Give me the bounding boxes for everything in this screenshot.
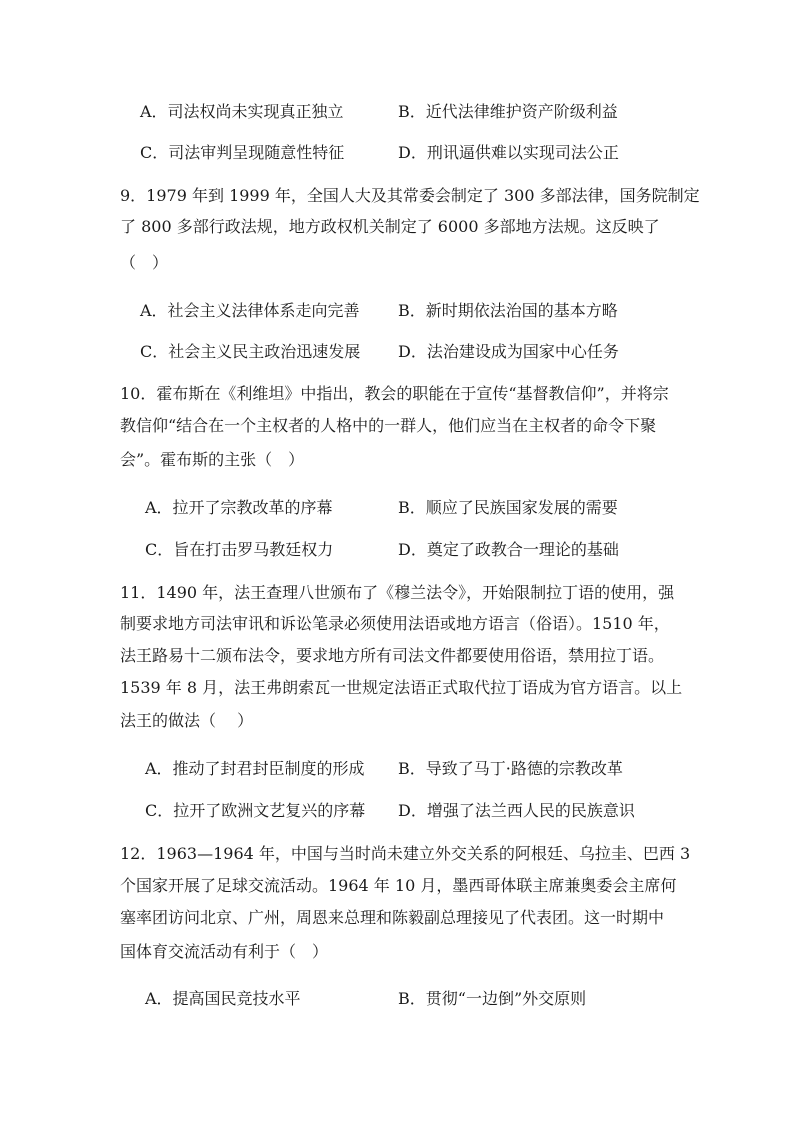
q12-options-row-1 xyxy=(0,986,794,1012)
q8-option-b[interactable]: B．近代法律维护资产阶级利益 xyxy=(398,102,618,121)
q9-stem-line-2: 了 800 多部行政法规，地方政权机关制定了 6000 多部地方法规。这反映了 xyxy=(120,217,660,236)
q11-stem-line-3: 法王路易十二颁布法令，要求地方所有司法文件都要使用俗语，禁用拉丁语。 xyxy=(120,646,665,665)
q12-stem-line-1: 12．1963—1964 年，中国与当时尚未建立外交关系的阿根廷、乌拉圭、巴西 3 xyxy=(120,844,691,863)
q10-options-row-2 xyxy=(0,537,794,563)
q8-option-d[interactable]: D．刑讯逼供难以实现司法公正 xyxy=(398,143,619,162)
q11-stem-line-4: 1539 年 8 月，法王弗朗索瓦一世规定法语正式取代拉丁语成为官方语言。以上 xyxy=(120,678,683,697)
q9-stem-line-3: （ ） xyxy=(120,253,169,272)
q11-stem-line-1: 11．1490 年，法王查理八世颁布了《穆兰法令》，开始限制拉丁语的使用，强 xyxy=(120,583,675,602)
q12-option-b[interactable]: B．贯彻“一边倒”外交原则 xyxy=(398,989,587,1008)
q12-stem-line-2: 个国家开展了足球交流活动。1964 年 10 月，墨西哥体联主席兼奥委会主席何 xyxy=(120,876,677,895)
q10-option-c[interactable]: C．旨在打击罗马教廷权力 xyxy=(145,540,334,559)
q11-option-a[interactable]: A．推动了封君封臣制度的形成 xyxy=(145,759,365,778)
q8-options-row-1 xyxy=(0,99,794,125)
q12-stem-line-3: 塞率团访问北京、广州，周恩来总理和陈毅副总理接见了代表团。这一时期中 xyxy=(120,908,665,927)
q12-option-a[interactable]: A．提高国民竞技水平 xyxy=(145,989,301,1008)
q9-options-row-1 xyxy=(0,298,794,324)
q11-option-b[interactable]: B．导致了马丁·路德的宗教改革 xyxy=(398,759,623,778)
q10-stem-line-1: 10．霍布斯在《利维坦》中指出，教会的职能在于宣传“基督教信仰”，并将宗 xyxy=(120,384,669,403)
q10-option-b[interactable]: B．顺应了民族国家发展的需要 xyxy=(398,498,618,517)
q8-option-a[interactable]: A．司法权尚未实现真正独立 xyxy=(140,102,344,121)
q10-options-row-1 xyxy=(0,495,794,521)
q9-option-b[interactable]: B．新时期依法治国的基本方略 xyxy=(398,301,618,320)
q8-option-c[interactable]: C．司法审判呈现随意性特征 xyxy=(140,143,345,162)
q11-option-c[interactable]: C．拉开了欧洲文艺复兴的序幕 xyxy=(145,801,366,820)
q9-option-a[interactable]: A．社会主义法律体系走向完善 xyxy=(140,301,360,320)
q11-options-row-2 xyxy=(0,798,794,824)
q9-option-c[interactable]: C．社会主义民主政治迅速发展 xyxy=(140,342,361,361)
q9-options-row-2 xyxy=(0,339,794,365)
q12-stem-line-4: 国体育交流活动有利于（ ） xyxy=(120,942,329,961)
q11-stem-line-2: 制要求地方司法审讯和诉讼笔录必须使用法语或地方语言（俗语）。1510 年， xyxy=(120,614,670,633)
q11-options-row-1 xyxy=(0,756,794,782)
q8-options-row-2 xyxy=(0,140,794,166)
q11-option-d[interactable]: D．增强了法兰西人民的民族意识 xyxy=(398,801,635,820)
q9-option-d[interactable]: D．法治建设成为国家中心任务 xyxy=(398,342,619,361)
q9-stem-line-1: 9．1979 年到 1999 年，全国人大及其常委会制定了 300 多部法律，国务院制定 xyxy=(120,186,700,205)
q10-stem-line-2: 教信仰“结合在一个主权者的人格中的一群人，他们应当在主权者的命令下聚 xyxy=(120,416,657,435)
q10-stem-line-3: 会”。霍布斯的主张（ ） xyxy=(120,450,305,469)
q10-option-d[interactable]: D．奠定了政教合一理论的基础 xyxy=(398,540,619,559)
q10-option-a[interactable]: A．拉开了宗教改革的序幕 xyxy=(145,498,333,517)
q11-stem-line-5: 法王的做法（ ） xyxy=(120,711,254,730)
